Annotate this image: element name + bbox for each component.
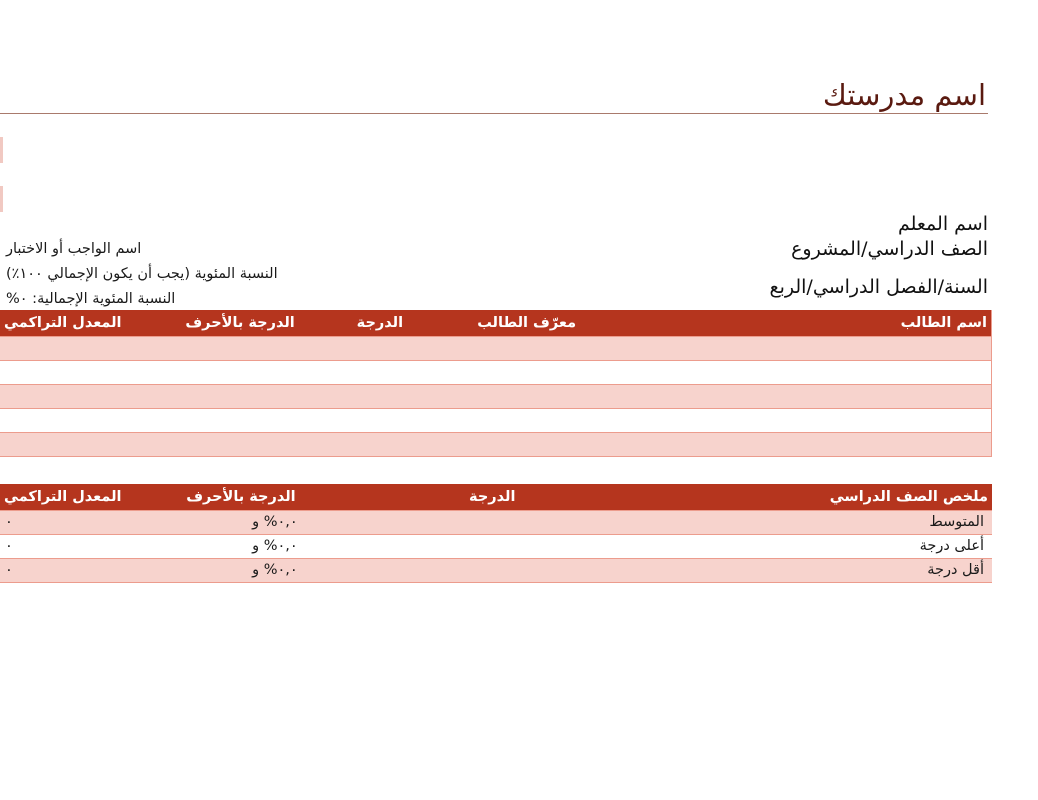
table-row [0, 384, 992, 408]
cell-edge-marker [0, 137, 3, 163]
course-project-field[interactable]: الصف الدراسي/المشروع [791, 238, 988, 260]
header-student-id[interactable]: معرّف الطالب [443, 310, 676, 336]
teacher-name-field[interactable]: اسم المعلم [897, 213, 988, 235]
student-id-cell[interactable] [443, 336, 676, 360]
summary-label: أقل درجة [515, 558, 992, 582]
summary-row-lowest [0, 558, 992, 582]
gpa-cell[interactable] [0, 384, 140, 408]
summary-grade-value[interactable] [298, 510, 516, 534]
gpa-cell[interactable] [0, 336, 140, 360]
table-row [0, 408, 992, 432]
summary-letter-value[interactable]: ٠,٠% و [140, 510, 298, 534]
header-class-summary[interactable]: ملخص الصف الدراسي [515, 484, 992, 510]
header-letter-grade[interactable]: الدرجة بالأحرف [140, 310, 297, 336]
student-name-cell[interactable] [676, 408, 991, 432]
summary-row-average [0, 510, 992, 534]
letter-grade-cell[interactable] [140, 336, 297, 360]
header-summary-gpa[interactable]: المعدل التراكمي [0, 484, 140, 510]
summary-label: المتوسط [515, 510, 992, 534]
letter-grade-cell[interactable] [140, 432, 297, 456]
letter-grade-cell[interactable] [140, 408, 297, 432]
summary-gpa-value[interactable]: ٠ [0, 510, 140, 534]
weight-percentage-field[interactable]: النسبة المئوية (يجب أن يكون الإجمالي ١٠٠٪) [6, 266, 278, 282]
assignment-info-block [6, 237, 336, 312]
student-id-cell[interactable] [443, 360, 676, 384]
grade-cell[interactable] [297, 408, 443, 432]
summary-row-highest [0, 534, 992, 558]
table-row [0, 336, 992, 360]
letter-grade-cell[interactable] [140, 384, 297, 408]
student-id-cell[interactable] [443, 408, 676, 432]
letter-grade-cell[interactable] [140, 360, 297, 384]
student-id-cell[interactable] [443, 432, 676, 456]
grade-cell[interactable] [297, 384, 443, 408]
student-id-cell[interactable] [443, 384, 676, 408]
summary-letter-value[interactable]: ٠,٠% و [140, 558, 298, 582]
summary-label: أعلى درجة [515, 534, 992, 558]
grade-cell[interactable] [297, 336, 443, 360]
grade-cell[interactable] [297, 360, 443, 384]
table-row [0, 360, 992, 384]
summary-letter-value[interactable]: ٠,٠% و [140, 534, 298, 558]
student-name-cell[interactable] [676, 336, 991, 360]
school-name-title[interactable]: اسم مدرستك [0, 76, 988, 114]
header-summary-grade[interactable]: الدرجة [298, 484, 516, 510]
students-table [0, 310, 992, 457]
summary-gpa-value[interactable]: ٠ [0, 558, 140, 582]
header-gpa[interactable]: المعدل التراكمي [0, 310, 140, 336]
header-grade[interactable]: الدرجة [297, 310, 443, 336]
year-term-field[interactable]: السنة/الفصل الدراسي/الربع [769, 276, 988, 298]
student-name-cell[interactable] [676, 360, 991, 384]
gpa-cell[interactable] [0, 408, 140, 432]
gpa-cell[interactable] [0, 432, 140, 456]
student-name-cell[interactable] [676, 384, 991, 408]
assignment-name-field[interactable]: اسم الواجب أو الاختبار [6, 241, 142, 257]
header-summary-letter-grade[interactable]: الدرجة بالأحرف [140, 484, 298, 510]
students-table-header [0, 310, 992, 336]
grade-cell[interactable] [297, 432, 443, 456]
total-weight-value: النسبة المئوية الإجمالية: ٠% [6, 291, 176, 307]
summary-grade-value[interactable] [298, 534, 516, 558]
header-student-name[interactable]: اسم الطالب [676, 310, 991, 336]
summary-gpa-value[interactable]: ٠ [0, 534, 140, 558]
summary-table-header [0, 484, 992, 510]
summary-grade-value[interactable] [298, 558, 516, 582]
table-row [0, 432, 992, 456]
student-name-cell[interactable] [676, 432, 991, 456]
gpa-cell[interactable] [0, 360, 140, 384]
class-summary-table [0, 484, 992, 583]
cell-edge-marker [0, 186, 3, 212]
